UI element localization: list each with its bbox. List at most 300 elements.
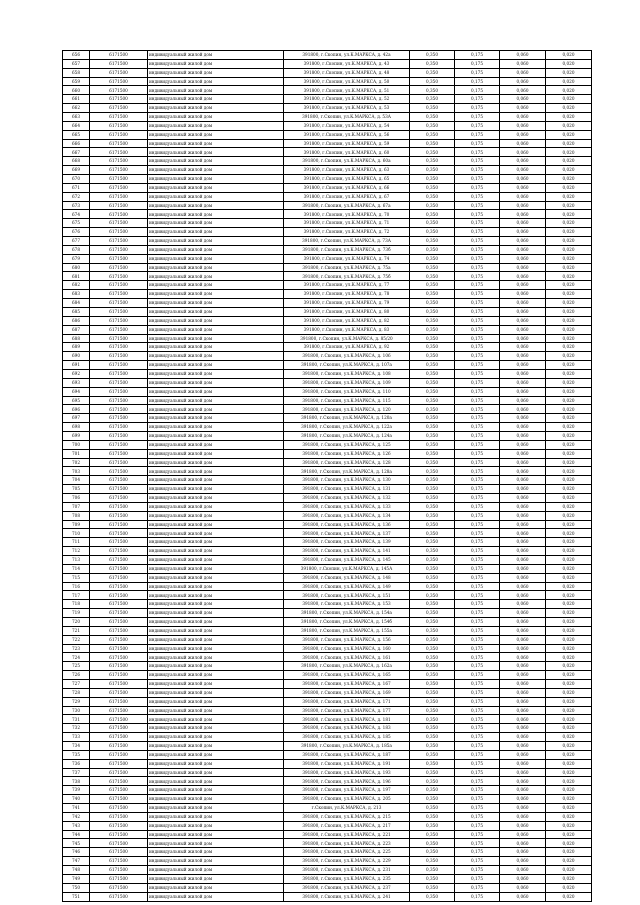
- value-cell-4: 0,020: [546, 848, 592, 857]
- value-cell-3: 0,060: [500, 458, 546, 467]
- value-cell-2: 0,175: [455, 467, 500, 476]
- value-cell-4: 0,020: [546, 768, 592, 777]
- table-row: [63, 440, 592, 449]
- object-type-cell: индивидуальный жилой дом: [148, 618, 284, 627]
- address-cell: 391800, г.Скопин, ул.К.МАРКСА, д. 133: [284, 502, 410, 511]
- address-cell: 391800, г.Скопин, ул.К.МАРКСА, д. 145А: [284, 564, 410, 573]
- row-number-cell: 742: [63, 812, 90, 821]
- value-cell-3: 0,060: [500, 768, 546, 777]
- value-cell-3: 0,060: [500, 113, 546, 122]
- value-cell-4: 0,020: [546, 121, 592, 130]
- address-cell: 391800, г.Скопин, ул.К.МАРКСА, д. 71: [284, 219, 410, 228]
- value-cell-2: 0,175: [455, 511, 500, 520]
- code-cell: 6171500: [90, 175, 148, 184]
- value-cell-4: 0,020: [546, 538, 592, 547]
- value-cell-1: 0,350: [410, 254, 455, 263]
- table-row: [63, 166, 592, 175]
- row-number-cell: 668: [63, 157, 90, 166]
- table-row: [63, 175, 592, 184]
- object-type-cell: индивидуальный жилой дом: [148, 325, 284, 334]
- value-cell-4: 0,020: [546, 715, 592, 724]
- address-cell: 391800, г.Скопин, ул.К.МАРКСА, д. 136: [284, 520, 410, 529]
- code-cell: 6171500: [90, 485, 148, 494]
- table-row: [63, 600, 592, 609]
- table-row: [63, 591, 592, 600]
- value-cell-1: 0,350: [410, 476, 455, 485]
- address-cell: 391800, г.Скопин, ул.К.МАРКСА, д. 197: [284, 786, 410, 795]
- value-cell-4: 0,020: [546, 414, 592, 423]
- value-cell-4: 0,020: [546, 183, 592, 192]
- table-row: [63, 272, 592, 281]
- object-type-cell: индивидуальный жилой дом: [148, 113, 284, 122]
- object-type-cell: индивидуальный жилой дом: [148, 768, 284, 777]
- code-cell: 6171500: [90, 254, 148, 263]
- table-row: [63, 201, 592, 210]
- row-number-cell: 727: [63, 680, 90, 689]
- value-cell-3: 0,060: [500, 671, 546, 680]
- address-cell: 391800, г.Скопин, ул.К.МАРКСА, д. 130: [284, 476, 410, 485]
- row-number-cell: 739: [63, 786, 90, 795]
- value-cell-2: 0,175: [455, 582, 500, 591]
- value-cell-4: 0,020: [546, 361, 592, 370]
- object-type-cell: индивидуальный жилой дом: [148, 591, 284, 600]
- value-cell-2: 0,175: [455, 290, 500, 299]
- value-cell-2: 0,175: [455, 449, 500, 458]
- value-cell-1: 0,350: [410, 361, 455, 370]
- value-cell-2: 0,175: [455, 848, 500, 857]
- value-cell-1: 0,350: [410, 440, 455, 449]
- value-cell-2: 0,175: [455, 299, 500, 308]
- code-cell: 6171500: [90, 458, 148, 467]
- code-cell: 6171500: [90, 352, 148, 361]
- value-cell-2: 0,175: [455, 387, 500, 396]
- value-cell-4: 0,020: [546, 635, 592, 644]
- code-cell: 6171500: [90, 299, 148, 308]
- object-type-cell: индивидуальный жилой дом: [148, 680, 284, 689]
- row-number-cell: 735: [63, 750, 90, 759]
- code-cell: 6171500: [90, 866, 148, 875]
- value-cell-2: 0,175: [455, 307, 500, 316]
- table-row: [63, 121, 592, 130]
- value-cell-4: 0,020: [546, 201, 592, 210]
- row-number-cell: 730: [63, 706, 90, 715]
- object-type-cell: индивидуальный жилой дом: [148, 467, 284, 476]
- row-number-cell: 697: [63, 414, 90, 423]
- row-number-cell: 670: [63, 175, 90, 184]
- value-cell-1: 0,350: [410, 405, 455, 414]
- table-row: [63, 830, 592, 839]
- address-cell: 391800, г.Скопин, ул.К.МАРКСА, д. 54: [284, 121, 410, 130]
- code-cell: 6171500: [90, 511, 148, 520]
- row-number-cell: 682: [63, 281, 90, 290]
- object-type-cell: индивидуальный жилой дом: [148, 538, 284, 547]
- code-cell: 6171500: [90, 86, 148, 95]
- value-cell-1: 0,350: [410, 697, 455, 706]
- object-type-cell: индивидуальный жилой дом: [148, 777, 284, 786]
- value-cell-1: 0,350: [410, 626, 455, 635]
- table-row: [63, 618, 592, 627]
- value-cell-2: 0,175: [455, 361, 500, 370]
- object-type-cell: индивидуальный жилой дом: [148, 361, 284, 370]
- address-cell: 391800, г.Скопин, ул.К.МАРКСА, д. 73б: [284, 245, 410, 254]
- value-cell-4: 0,020: [546, 219, 592, 228]
- code-cell: 6171500: [90, 830, 148, 839]
- code-cell: 6171500: [90, 839, 148, 848]
- value-cell-1: 0,350: [410, 139, 455, 148]
- row-number-cell: 656: [63, 51, 90, 60]
- value-cell-3: 0,060: [500, 467, 546, 476]
- code-cell: 6171500: [90, 51, 148, 60]
- value-cell-2: 0,175: [455, 502, 500, 511]
- row-number-cell: 749: [63, 874, 90, 883]
- value-cell-4: 0,020: [546, 281, 592, 290]
- code-cell: 6171500: [90, 166, 148, 175]
- object-type-cell: индивидуальный жилой дом: [148, 635, 284, 644]
- value-cell-4: 0,020: [546, 618, 592, 627]
- value-cell-3: 0,060: [500, 148, 546, 157]
- value-cell-2: 0,175: [455, 272, 500, 281]
- code-cell: 6171500: [90, 724, 148, 733]
- object-type-cell: индивидуальный жилой дом: [148, 564, 284, 573]
- table-row: [63, 361, 592, 370]
- row-number-cell: 731: [63, 715, 90, 724]
- value-cell-2: 0,175: [455, 733, 500, 742]
- value-cell-1: 0,350: [410, 183, 455, 192]
- table-row: [63, 148, 592, 157]
- value-cell-3: 0,060: [500, 564, 546, 573]
- value-cell-4: 0,020: [546, 272, 592, 281]
- code-cell: 6171500: [90, 334, 148, 343]
- value-cell-3: 0,060: [500, 219, 546, 228]
- object-type-cell: индивидуальный жилой дом: [148, 795, 284, 804]
- object-type-cell: индивидуальный жилой дом: [148, 706, 284, 715]
- object-type-cell: индивидуальный жилой дом: [148, 414, 284, 423]
- object-type-cell: индивидуальный жилой дом: [148, 609, 284, 618]
- table-row: [63, 210, 592, 219]
- value-cell-4: 0,020: [546, 626, 592, 635]
- table-row: [63, 671, 592, 680]
- object-type-cell: индивидуальный жилой дом: [148, 104, 284, 113]
- value-cell-3: 0,060: [500, 361, 546, 370]
- value-cell-2: 0,175: [455, 440, 500, 449]
- value-cell-3: 0,060: [500, 866, 546, 875]
- value-cell-4: 0,020: [546, 883, 592, 892]
- value-cell-2: 0,175: [455, 812, 500, 821]
- value-cell-1: 0,350: [410, 121, 455, 130]
- address-cell: 391800, г.Скопин, ул.К.МАРКСА, д. 43: [284, 59, 410, 68]
- address-cell: 391800, г.Скопин, ул.К.МАРКСА, д. 125: [284, 440, 410, 449]
- value-cell-4: 0,020: [546, 343, 592, 352]
- object-type-cell: индивидуальный жилой дом: [148, 387, 284, 396]
- row-number-cell: 741: [63, 804, 90, 813]
- value-cell-2: 0,175: [455, 104, 500, 113]
- row-number-cell: 712: [63, 547, 90, 556]
- table-row: [63, 786, 592, 795]
- value-cell-3: 0,060: [500, 130, 546, 139]
- object-type-cell: индивидуальный жилой дом: [148, 219, 284, 228]
- row-number-cell: 659: [63, 77, 90, 86]
- value-cell-3: 0,060: [500, 591, 546, 600]
- value-cell-1: 0,350: [410, 95, 455, 104]
- address-cell: 391800, г.Скопин, ул.К.МАРКСА, д. 120а: [284, 414, 410, 423]
- value-cell-4: 0,020: [546, 369, 592, 378]
- value-cell-2: 0,175: [455, 697, 500, 706]
- code-cell: 6171500: [90, 157, 148, 166]
- address-cell: 391800, г.Скопин, ул.К.МАРКСА, д. 60а: [284, 157, 410, 166]
- value-cell-2: 0,175: [455, 600, 500, 609]
- value-cell-3: 0,060: [500, 378, 546, 387]
- value-cell-3: 0,060: [500, 307, 546, 316]
- row-number-cell: 743: [63, 821, 90, 830]
- address-cell: 391800, г.Скопин, ул.К.МАРКСА, д. 134: [284, 511, 410, 520]
- value-cell-3: 0,060: [500, 644, 546, 653]
- address-cell: 391800, г.Скопин, ул.К.МАРКСА, д. 67: [284, 192, 410, 201]
- value-cell-2: 0,175: [455, 883, 500, 892]
- row-number-cell: 666: [63, 139, 90, 148]
- value-cell-4: 0,020: [546, 804, 592, 813]
- value-cell-2: 0,175: [455, 254, 500, 263]
- row-number-cell: 746: [63, 848, 90, 857]
- table-row: [63, 688, 592, 697]
- table-row: [63, 86, 592, 95]
- code-cell: 6171500: [90, 555, 148, 564]
- value-cell-4: 0,020: [546, 812, 592, 821]
- object-type-cell: индивидуальный жилой дом: [148, 263, 284, 272]
- address-cell: 391800, г.Скопин, ул.К.МАРКСА, д. 145: [284, 555, 410, 564]
- value-cell-2: 0,175: [455, 742, 500, 751]
- value-cell-1: 0,350: [410, 848, 455, 857]
- value-cell-2: 0,175: [455, 688, 500, 697]
- object-type-cell: индивидуальный жилой дом: [148, 511, 284, 520]
- value-cell-1: 0,350: [410, 644, 455, 653]
- table-row: [63, 883, 592, 892]
- code-cell: 6171500: [90, 414, 148, 423]
- address-cell: 391800, г.Скопин, ул.К.МАРКСА, д. 59: [284, 139, 410, 148]
- value-cell-4: 0,020: [546, 352, 592, 361]
- value-cell-1: 0,350: [410, 59, 455, 68]
- object-type-cell: индивидуальный жилой дом: [148, 804, 284, 813]
- value-cell-4: 0,020: [546, 662, 592, 671]
- row-number-cell: 691: [63, 361, 90, 370]
- value-cell-3: 0,060: [500, 121, 546, 130]
- value-cell-4: 0,020: [546, 387, 592, 396]
- code-cell: 6171500: [90, 582, 148, 591]
- value-cell-2: 0,175: [455, 626, 500, 635]
- value-cell-1: 0,350: [410, 635, 455, 644]
- code-cell: 6171500: [90, 564, 148, 573]
- address-cell: 391800, г.Скопин, ул.К.МАРКСА, д. 241: [284, 892, 410, 901]
- address-cell: 391800, г.Скопин, ул.К.МАРКСА, д. 149: [284, 582, 410, 591]
- value-cell-1: 0,350: [410, 485, 455, 494]
- row-number-cell: 708: [63, 511, 90, 520]
- object-type-cell: индивидуальный жилой дом: [148, 582, 284, 591]
- value-cell-1: 0,350: [410, 51, 455, 60]
- value-cell-2: 0,175: [455, 192, 500, 201]
- code-cell: 6171500: [90, 77, 148, 86]
- value-cell-3: 0,060: [500, 680, 546, 689]
- value-cell-1: 0,350: [410, 68, 455, 77]
- value-cell-2: 0,175: [455, 263, 500, 272]
- table-row: [63, 812, 592, 821]
- value-cell-1: 0,350: [410, 724, 455, 733]
- value-cell-3: 0,060: [500, 697, 546, 706]
- address-cell: 391800, г.Скопин, ул.К.МАРКСА, д. 235: [284, 874, 410, 883]
- value-cell-1: 0,350: [410, 352, 455, 361]
- value-cell-4: 0,020: [546, 520, 592, 529]
- address-cell: 391800, г.Скопин, ул.К.МАРКСА, д. 109: [284, 378, 410, 387]
- value-cell-1: 0,350: [410, 414, 455, 423]
- object-type-cell: индивидуальный жилой дом: [148, 476, 284, 485]
- object-type-cell: индивидуальный жилой дом: [148, 440, 284, 449]
- row-number-cell: 657: [63, 59, 90, 68]
- value-cell-3: 0,060: [500, 263, 546, 272]
- value-cell-2: 0,175: [455, 378, 500, 387]
- table-row: [63, 511, 592, 520]
- value-cell-2: 0,175: [455, 281, 500, 290]
- table-row: [63, 609, 592, 618]
- table-row: [63, 307, 592, 316]
- value-cell-2: 0,175: [455, 423, 500, 432]
- value-cell-4: 0,020: [546, 51, 592, 60]
- row-number-cell: 667: [63, 148, 90, 157]
- object-type-cell: индивидуальный жилой дом: [148, 839, 284, 848]
- code-cell: 6171500: [90, 493, 148, 502]
- value-cell-2: 0,175: [455, 183, 500, 192]
- object-type-cell: индивидуальный жилой дом: [148, 431, 284, 440]
- object-type-cell: индивидуальный жилой дом: [148, 653, 284, 662]
- value-cell-2: 0,175: [455, 804, 500, 813]
- code-cell: 6171500: [90, 804, 148, 813]
- value-cell-1: 0,350: [410, 423, 455, 432]
- object-type-cell: индивидуальный жилой дом: [148, 299, 284, 308]
- object-type-cell: индивидуальный жилой дом: [148, 848, 284, 857]
- table-row: [63, 839, 592, 848]
- value-cell-3: 0,060: [500, 405, 546, 414]
- address-cell: 391800, г.Скопин, ул.К.МАРКСА, д. 196: [284, 777, 410, 786]
- value-cell-4: 0,020: [546, 733, 592, 742]
- value-cell-2: 0,175: [455, 795, 500, 804]
- value-cell-1: 0,350: [410, 245, 455, 254]
- table-row: [63, 493, 592, 502]
- value-cell-1: 0,350: [410, 378, 455, 387]
- address-cell: 391800, г.Скопин, ул.К.МАРКСА, д. 74: [284, 254, 410, 263]
- value-cell-4: 0,020: [546, 166, 592, 175]
- table-row: [63, 582, 592, 591]
- data-table: [62, 50, 592, 902]
- value-cell-1: 0,350: [410, 795, 455, 804]
- value-cell-1: 0,350: [410, 387, 455, 396]
- value-cell-1: 0,350: [410, 582, 455, 591]
- address-cell: 391800, г.Скопин, ул.К.МАРКСА, д. 151: [284, 591, 410, 600]
- value-cell-4: 0,020: [546, 431, 592, 440]
- value-cell-4: 0,020: [546, 68, 592, 77]
- value-cell-4: 0,020: [546, 192, 592, 201]
- value-cell-1: 0,350: [410, 130, 455, 139]
- object-type-cell: индивидуальный жилой дом: [148, 316, 284, 325]
- value-cell-4: 0,020: [546, 697, 592, 706]
- address-cell: 391800, г.Скопин, ул.К.МАРКСА, д. 42а: [284, 51, 410, 60]
- row-number-cell: 678: [63, 245, 90, 254]
- value-cell-4: 0,020: [546, 467, 592, 476]
- value-cell-3: 0,060: [500, 715, 546, 724]
- value-cell-2: 0,175: [455, 431, 500, 440]
- row-number-cell: 729: [63, 697, 90, 706]
- code-cell: 6171500: [90, 821, 148, 830]
- value-cell-3: 0,060: [500, 59, 546, 68]
- value-cell-1: 0,350: [410, 857, 455, 866]
- value-cell-1: 0,350: [410, 600, 455, 609]
- object-type-cell: индивидуальный жилой дом: [148, 352, 284, 361]
- code-cell: 6171500: [90, 104, 148, 113]
- code-cell: 6171500: [90, 795, 148, 804]
- value-cell-3: 0,060: [500, 618, 546, 627]
- value-cell-1: 0,350: [410, 688, 455, 697]
- address-cell: 391800, г.Скопин, ул.К.МАРКСА, д. 73А: [284, 237, 410, 246]
- table-row: [63, 874, 592, 883]
- value-cell-4: 0,020: [546, 307, 592, 316]
- value-cell-2: 0,175: [455, 148, 500, 157]
- value-cell-2: 0,175: [455, 706, 500, 715]
- address-cell: 391800, г.Скопин, ул.К.МАРКСА, д. 75б: [284, 272, 410, 281]
- address-cell: г.Скопин, ул.К.МАРКСА, д. 213: [284, 804, 410, 813]
- value-cell-4: 0,020: [546, 547, 592, 556]
- row-number-cell: 715: [63, 573, 90, 582]
- address-cell: 391800, г.Скопин, ул.К.МАРКСА, д. 85/20: [284, 334, 410, 343]
- row-number-cell: 676: [63, 228, 90, 237]
- value-cell-1: 0,350: [410, 493, 455, 502]
- object-type-cell: индивидуальный жилой дом: [148, 378, 284, 387]
- address-cell: 391800, г.Скопин, ул.К.МАРКСА, д. 128: [284, 458, 410, 467]
- address-cell: 391800, г.Скопин, ул.К.МАРКСА, д. 124а: [284, 431, 410, 440]
- value-cell-2: 0,175: [455, 210, 500, 219]
- table-row: [63, 458, 592, 467]
- object-type-cell: индивидуальный жилой дом: [148, 405, 284, 414]
- code-cell: 6171500: [90, 812, 148, 821]
- table-row: [63, 414, 592, 423]
- address-cell: 391800, г.Скопин, ул.К.МАРКСА, д. 161: [284, 653, 410, 662]
- value-cell-3: 0,060: [500, 538, 546, 547]
- object-type-cell: индивидуальный жилой дом: [148, 573, 284, 582]
- row-number-cell: 740: [63, 795, 90, 804]
- value-cell-1: 0,350: [410, 228, 455, 237]
- row-number-cell: 683: [63, 290, 90, 299]
- object-type-cell: индивидуальный жилой дом: [148, 671, 284, 680]
- address-cell: 391800, г.Скопин, ул.К.МАРКСА, д. 77: [284, 281, 410, 290]
- value-cell-3: 0,060: [500, 175, 546, 184]
- value-cell-1: 0,350: [410, 662, 455, 671]
- object-type-cell: индивидуальный жилой дом: [148, 166, 284, 175]
- row-number-cell: 719: [63, 609, 90, 618]
- table-row: [63, 263, 592, 272]
- address-cell: 391800, г.Скопин, ул.К.МАРКСА, д. 185: [284, 733, 410, 742]
- row-number-cell: 695: [63, 396, 90, 405]
- value-cell-3: 0,060: [500, 245, 546, 254]
- table-row: [63, 706, 592, 715]
- row-number-cell: 728: [63, 688, 90, 697]
- value-cell-2: 0,175: [455, 51, 500, 60]
- value-cell-2: 0,175: [455, 157, 500, 166]
- value-cell-4: 0,020: [546, 706, 592, 715]
- value-cell-2: 0,175: [455, 77, 500, 86]
- value-cell-3: 0,060: [500, 476, 546, 485]
- code-cell: 6171500: [90, 192, 148, 201]
- value-cell-3: 0,060: [500, 848, 546, 857]
- code-cell: 6171500: [90, 237, 148, 246]
- code-cell: 6171500: [90, 697, 148, 706]
- object-type-cell: индивидуальный жилой дом: [148, 237, 284, 246]
- value-cell-3: 0,060: [500, 166, 546, 175]
- value-cell-1: 0,350: [410, 325, 455, 334]
